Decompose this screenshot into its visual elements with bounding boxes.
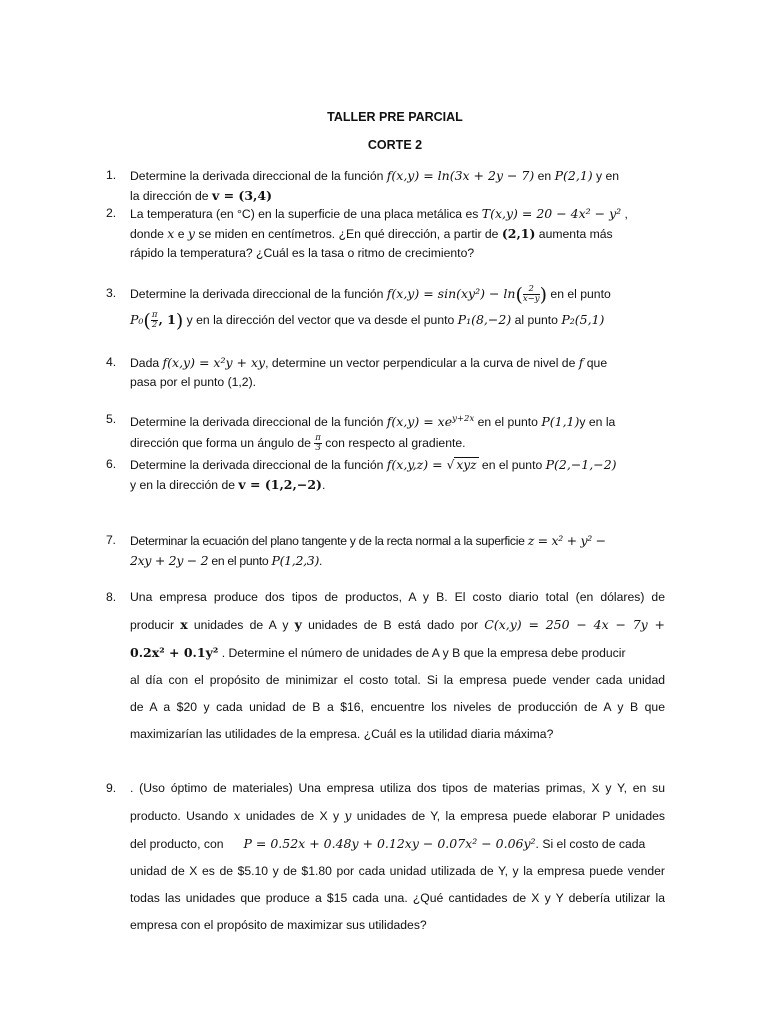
exercise-number: 1. xyxy=(106,168,117,182)
exercise-number: 5. xyxy=(106,412,117,426)
fraction: $\frac{\pi}{3}$ xyxy=(315,433,321,454)
exercise-5: 5. Determine la derivada direccional de la función $f(x,y) = xe^{y+2x}$ en el punto P(1,1)y en la dirección que forma un ángulo de $\frac{\pi}{3}$ con respecto al gradiente. xyxy=(106,412,616,454)
page-subtitle: CORTE 2 xyxy=(367,138,423,152)
exercise-2: 2. La temperatura (en °C) en la superficie de una placa metálica es T(x,y) = 20 − 4x² − y² , donde x e y se miden en centímetros. ¿En qué dirección, a partir de (2,1) aumenta más rápido la temperatura? ¿Cuál es la tasa o ritmo de crecimiento? xyxy=(106,206,628,260)
exercise-number: 9. xyxy=(106,781,117,795)
fraction: $\frac{2}{x-y}$ xyxy=(522,284,540,305)
exercise-1: 1. Determine la derivada direccional de la función f(x,y) = ln(3x + 2y − 7) en P(2,1) y en la dirección de v = (3,4) xyxy=(106,168,620,203)
page-title: TALLER PRE PARCIAL xyxy=(327,110,463,124)
exercise-4: 4. Dada f(x,y) = x²y + xy, determine un vector perpendicular a la curva de nivel de f que pasa por el punto (1,2). xyxy=(106,355,608,389)
exercise-number: 6. xyxy=(106,457,117,471)
fraction: $\frac{\pi}{2}$ xyxy=(151,310,158,331)
exercise-7: 7. Determinar la ecuación del plano tangente y de la recta normal a la superficie z = x² + y² − 2xy + 2y − 2 en el punto P(1,2,3). xyxy=(106,533,606,568)
exercise-9: 9. . (Uso óptimo de materiales) Una empresa utiliza dos tipos de materias primas, X y Y, en su producto. Usando x unidades de X y y unidades de Y, la empresa puede elaborar P unidades del producto, con P = 0.52x + 0.48y + 0.12xy − 0.07x² − 0.06y². Si el costo de cada unidad de X es de $5.10 y de $1.80 por cada unidad utilizada de Y, y la empresa puede vender todas las unidades que produce a $15 cada una. ¿Qué cantidades de X y Y debería utilizar la empresa con el propósito de maximizar sus utilidades? xyxy=(130,775,665,939)
exercise-number: 4. xyxy=(106,355,117,369)
exercise-8: 8. Una empresa produce dos tipos de productos, A y B. El costo diario total (en dólares) de producir x unidades de A y y unidades de B está dado por C(x,y) = 250 − 4x − 7y + 0.2x² + 0.1y² . Determine el número de unidades de A y B que la empresa debe producir al día con el propósito de minimizar el costo total. Si la empresa puede vender cada unidad de A a $20 y cada unidad de B a $16, encuentre los niveles de producción de A y B que maximizarían las utilidades de la empresa. ¿Cuál es la utilidad diaria máxima? xyxy=(130,588,665,748)
exercise-number: 2. xyxy=(106,206,117,220)
exercise-number: 8. xyxy=(106,590,117,604)
exercise-3: 3. Determine la derivada direccional de la función f(x,y) = sin(xy²) − ln( $\frac{2}{x-y}$ ) en el punto P₀( $\frac{\pi}{2}$ , 1) y en la dirección del vector que va desde el punto P₁(8,−2) al punto P₂(5,1) xyxy=(106,284,611,332)
exercise-number: 3. xyxy=(106,286,117,300)
exercise-6: 6. Determine la derivada direccional de la función f(x,y,z) = √ xyz en el punto P(2,−1,−2) y en la dirección de v = (1,2,−2). xyxy=(106,457,617,492)
exercise-number: 7. xyxy=(106,533,116,547)
